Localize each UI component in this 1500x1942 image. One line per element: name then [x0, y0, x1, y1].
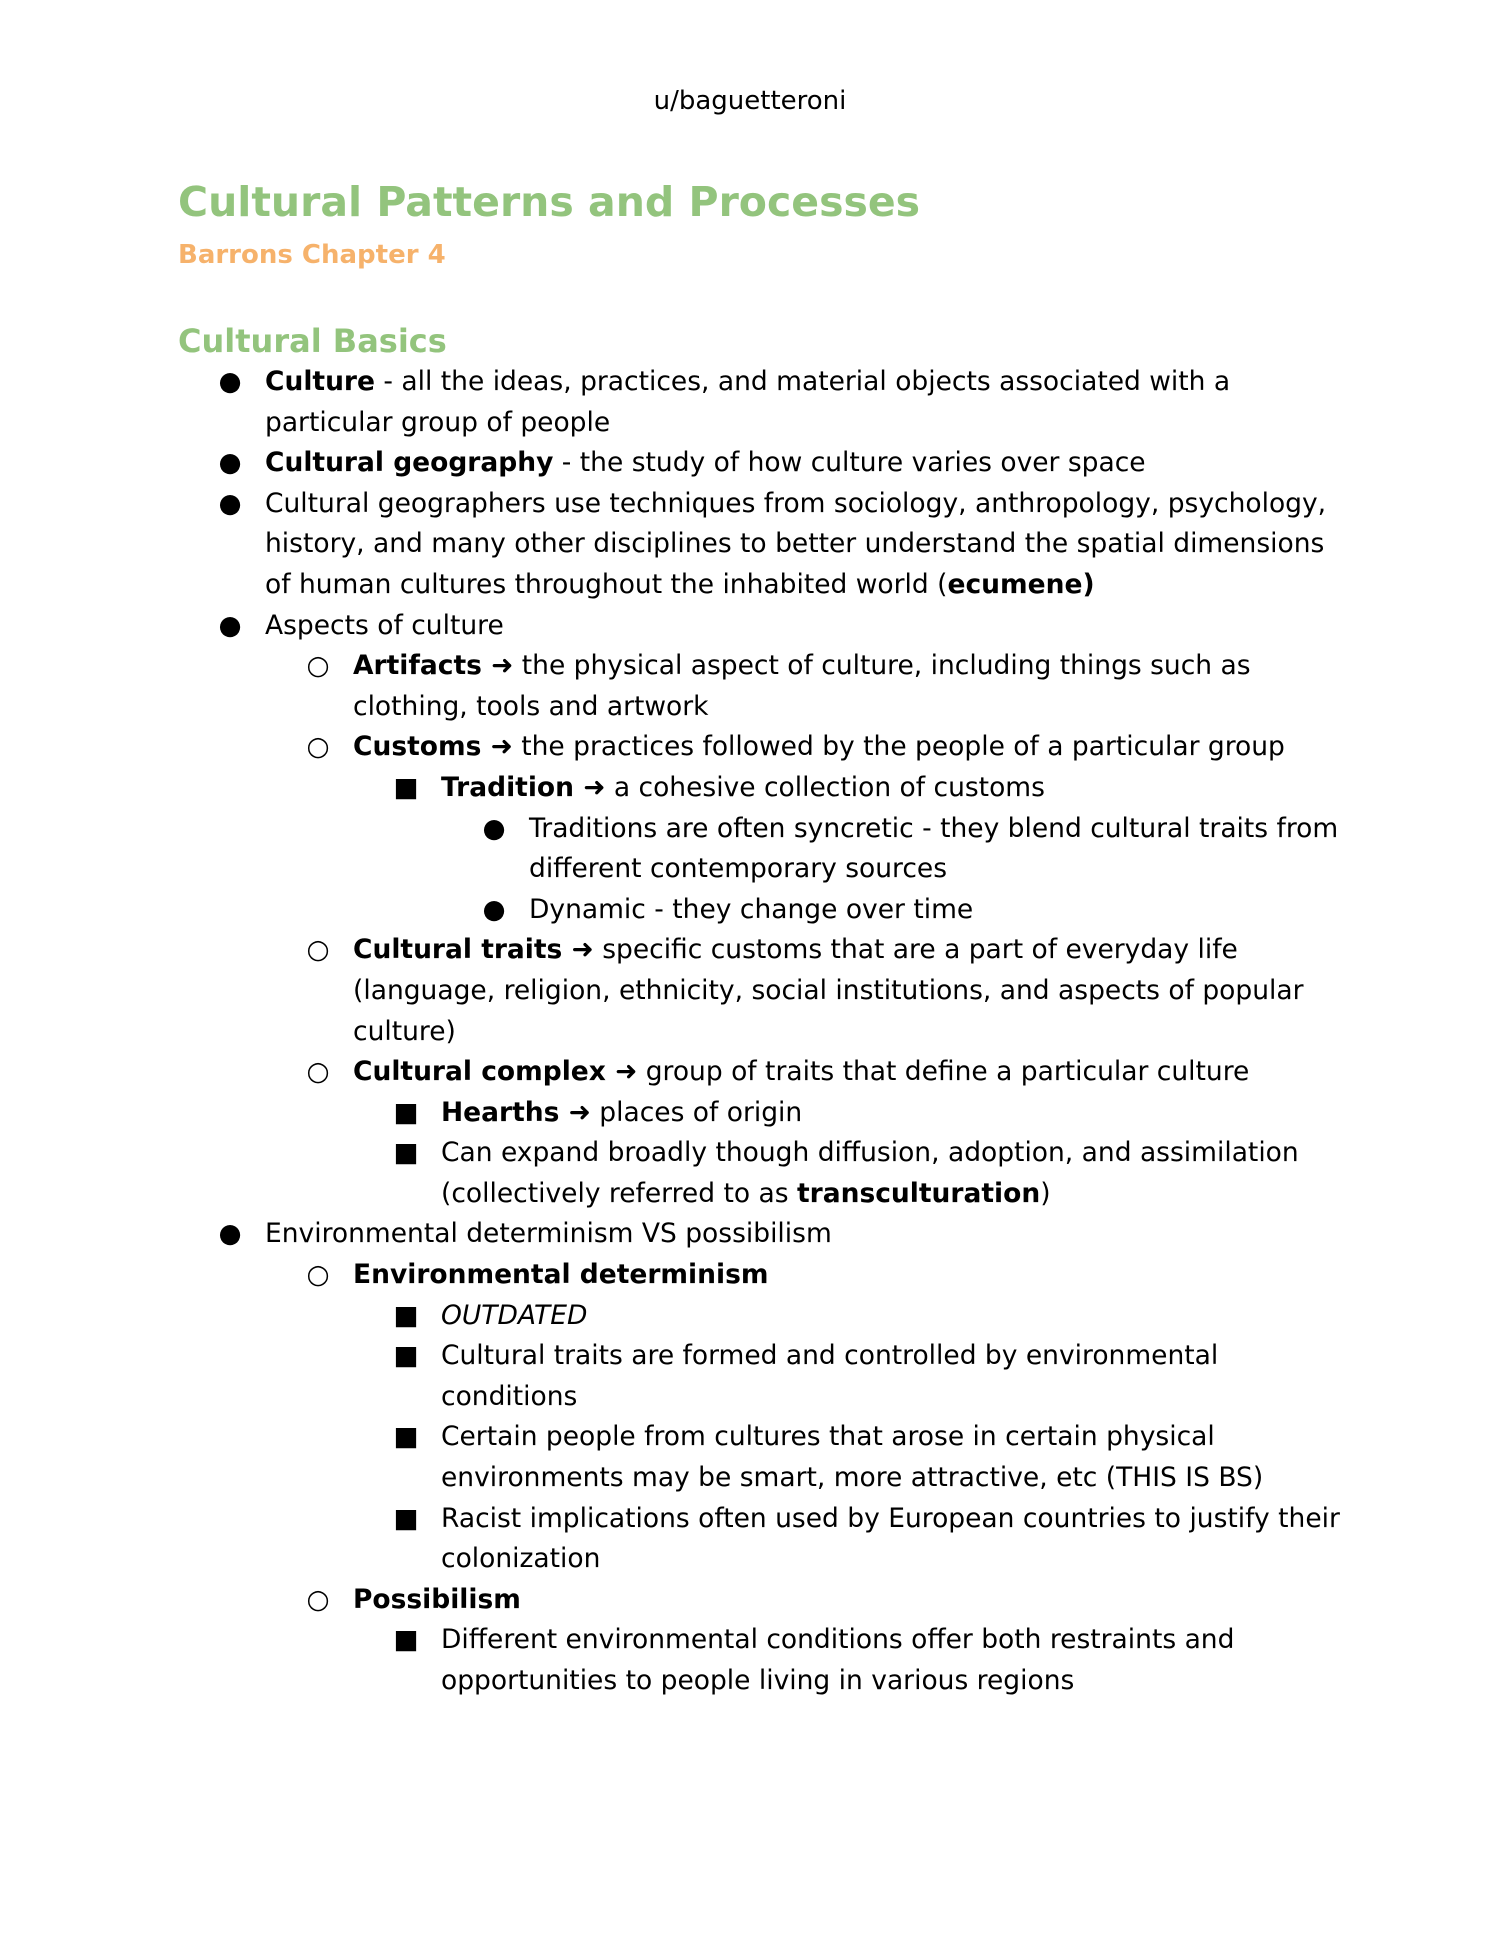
- square-bullet-icon: ■: [393, 1421, 419, 1453]
- item-text: ): [1040, 1177, 1051, 1209]
- item-text: group of traits that define a particular culture: [637, 1056, 1250, 1088]
- list-item: [0, 484, 1500, 606]
- list-item: [0, 606, 1500, 647]
- list-item: [0, 930, 1500, 1052]
- list-item: [0, 1214, 1500, 1255]
- square-bullet-icon: ■: [393, 1299, 419, 1331]
- item-text: Cultural traits are formed and controlled by environmental conditions: [441, 1340, 1219, 1412]
- list-item: [0, 768, 1500, 809]
- list-item: [0, 1417, 1500, 1498]
- term-label: Possibilism: [353, 1583, 521, 1615]
- list-item: [0, 1620, 1500, 1701]
- hollow-circle-bullet-icon: ○: [306, 1056, 330, 1088]
- list-item: [0, 1499, 1500, 1580]
- item-text: Different environmental conditions offer both restraints and opportunities to people living in various regions: [441, 1624, 1235, 1696]
- term-label: Cultural complex ➜: [353, 1056, 638, 1088]
- hollow-circle-bullet-icon: ○: [306, 650, 330, 682]
- filled-circle-bullet-icon: ●: [482, 893, 506, 925]
- filled-circle-bullet-icon: ●: [218, 609, 242, 641]
- term-label: Hearths ➜: [441, 1096, 591, 1128]
- filled-circle-bullet-icon: ●: [218, 1218, 242, 1250]
- filled-circle-bullet-icon: ●: [218, 487, 242, 519]
- item-text: Cultural geographers use techniques from sociology, anthropology, psychology, history, and many other disciplines to better understand the spatial dimensions of human cultures throughout the inhabited world (: [265, 487, 1327, 600]
- item-text: Racist implications often used by European countries to justify their colonization: [441, 1502, 1340, 1575]
- list-item: [0, 1133, 1500, 1214]
- emphasis-text: OUTDATED: [441, 1299, 588, 1331]
- hollow-circle-bullet-icon: ○: [306, 1583, 330, 1615]
- document-title: Cultural Patterns and Processes: [178, 178, 921, 226]
- list-item: [0, 727, 1500, 768]
- list-item: [0, 1093, 1500, 1134]
- square-bullet-icon: ■: [393, 1096, 419, 1128]
- square-bullet-icon: ■: [393, 771, 419, 803]
- term-label: Customs ➜: [353, 731, 513, 763]
- username-header: u/baguetteroni: [653, 86, 847, 116]
- square-bullet-icon: ■: [393, 1624, 419, 1656]
- square-bullet-icon: ■: [393, 1502, 419, 1534]
- item-text: Aspects of culture: [265, 609, 504, 641]
- term-label: ecumene): [947, 568, 1095, 600]
- list-item: [0, 890, 1500, 931]
- item-text: a cohesive collection of customs: [605, 771, 1045, 803]
- list-item: [0, 362, 1500, 443]
- filled-circle-bullet-icon: ●: [218, 366, 242, 397]
- term-label: transculturation: [796, 1177, 1041, 1209]
- list-item: [0, 1296, 1500, 1337]
- item-text: the physical aspect of culture, including things such as clothing, tools and artwork: [353, 650, 1251, 722]
- term-label: Cultural geography: [265, 447, 554, 479]
- list-item: [0, 443, 1500, 484]
- term-label: Tradition ➜: [441, 771, 606, 803]
- item-text: - all the ideas, practices, and material objects associated with a particular group of people: [265, 366, 1231, 438]
- term-label: Cultural traits ➜: [353, 934, 594, 966]
- item-text: Environmental determinism VS possibilism: [265, 1218, 832, 1250]
- hollow-circle-bullet-icon: ○: [306, 731, 330, 763]
- item-text: Traditions are often syncretic - they blend cultural traits from different contemporary sources: [529, 812, 1339, 885]
- term-label: Culture: [265, 366, 375, 397]
- item-text: Dynamic - they change over time: [529, 893, 974, 925]
- item-text: - the study of how culture varies over space: [553, 447, 1146, 479]
- section-heading: Cultural Basics: [178, 322, 447, 360]
- hollow-circle-bullet-icon: ○: [306, 1259, 330, 1291]
- term-label: Environmental determinism: [353, 1259, 769, 1291]
- bullet-outline: [0, 362, 1500, 1702]
- list-item: [0, 1336, 1500, 1417]
- list-item: [0, 646, 1500, 727]
- square-bullet-icon: ■: [393, 1137, 419, 1169]
- filled-circle-bullet-icon: ●: [218, 447, 242, 479]
- item-text: the practices followed by the people of a particular group: [512, 731, 1285, 763]
- item-text: specific customs that are a part of everyday life (language, religion, ethnicity, social institutions, and aspects of popular culture): [353, 934, 1304, 1047]
- list-item: [0, 1052, 1500, 1093]
- item-text: Certain people from cultures that arose in certain physical environments may be smart, more attractive, etc (THIS IS BS): [441, 1421, 1264, 1494]
- square-bullet-icon: ■: [393, 1340, 419, 1372]
- term-label: Artifacts ➜: [353, 650, 514, 682]
- filled-circle-bullet-icon: ●: [482, 812, 506, 844]
- list-item: [0, 1255, 1500, 1296]
- item-text: places of origin: [590, 1096, 803, 1128]
- item-text: Can expand broadly though diffusion, adoption, and assimilation (collectively referred to as: [441, 1137, 1299, 1209]
- document-subtitle: Barrons Chapter 4: [178, 240, 446, 270]
- list-item: [0, 1580, 1500, 1621]
- hollow-circle-bullet-icon: ○: [306, 934, 330, 966]
- list-item: [0, 809, 1500, 890]
